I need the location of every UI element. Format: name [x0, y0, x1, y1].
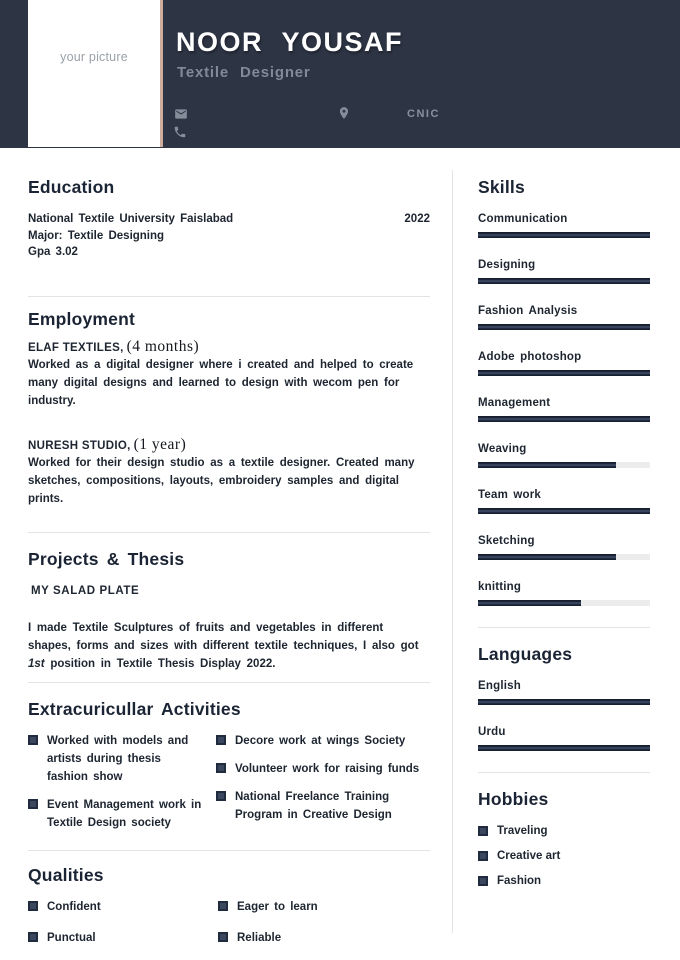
job-entry [28, 338, 430, 410]
skill-item [478, 581, 650, 606]
skill-bar-track [478, 462, 650, 468]
activity-item [28, 732, 206, 786]
project-description-pre: I made Textile Sculptures of fruits and vegetables in different shapes, forms and sizes with different textile techniques, I also got [28, 621, 419, 652]
quality-item [218, 929, 418, 947]
project-description-emphasis: 1st [28, 657, 45, 670]
square-bullet-icon [28, 932, 38, 942]
skill-item [478, 259, 650, 284]
activity-label: Decore work at wings Society [235, 734, 406, 747]
skill-bar-track [478, 600, 650, 606]
square-bullet-icon [28, 735, 38, 745]
education-year: 2022 [404, 213, 430, 225]
job-description: Worked as a digital designer where i created and helped to create many digital designs and learned to design with wecom pen for industry. [28, 358, 414, 407]
activity-item [28, 796, 206, 832]
skill-bar-fill [478, 232, 650, 238]
language-label: English [478, 680, 521, 692]
section-divider [478, 772, 650, 773]
skill-bar-fill [478, 508, 650, 514]
skill-bar-track [478, 508, 650, 514]
hobby-item [478, 875, 650, 887]
column-divider [452, 170, 453, 933]
language-bar-fill [478, 699, 650, 705]
square-bullet-icon [216, 791, 226, 801]
main-content [0, 148, 680, 944]
hobby-item [478, 850, 650, 862]
hobbies-list [478, 825, 650, 887]
quality-item [218, 898, 418, 916]
skills-heading: Skills [478, 177, 525, 197]
square-bullet-icon [216, 735, 226, 745]
education-major: Major: Textile Designing [28, 229, 165, 242]
job-duration: (4 months) [126, 337, 200, 355]
skill-bar-fill [478, 370, 650, 376]
skill-item [478, 443, 650, 468]
skill-bar-track [478, 324, 650, 330]
activity-label: National Freelance Training Program in Creative Design [235, 790, 392, 821]
square-bullet-icon [28, 799, 38, 809]
education-entry [28, 211, 430, 261]
language-item [478, 726, 650, 751]
location-pin-icon [337, 106, 351, 120]
skill-bar-track [478, 232, 650, 238]
skill-label: Team work [478, 489, 542, 501]
skill-label: Communication [478, 213, 568, 225]
quality-label: Punctual [47, 931, 96, 944]
left-column [28, 148, 430, 960]
job-duration: (1 year) [133, 435, 187, 453]
activity-item [216, 788, 430, 824]
project-title: MY SALAD PLATE [31, 584, 140, 597]
quality-label: Confident [47, 900, 101, 913]
phone-icon [173, 125, 187, 139]
skill-bar-fill [478, 324, 650, 330]
skill-item [478, 535, 650, 560]
skill-item [478, 397, 650, 422]
language-bar-fill [478, 745, 650, 751]
quality-label: Reliable [237, 931, 282, 944]
activities-heading: Extracuricullar Activities [28, 698, 241, 719]
project-description [28, 619, 430, 673]
projects-heading: Projects & Thesis [28, 548, 185, 569]
activity-item [216, 760, 430, 778]
education-school: National Textile University Faislabad [28, 213, 234, 225]
person-job-title: Textile Designer [177, 64, 311, 81]
project-description-post: position in Textile Thesis Display 2022. [44, 657, 276, 670]
section-divider [28, 850, 430, 851]
education-heading: Education [28, 177, 115, 197]
skill-label: Weaving [478, 443, 527, 455]
right-column [478, 148, 650, 900]
activity-item [216, 732, 430, 750]
square-bullet-icon [28, 901, 38, 911]
section-divider [28, 682, 430, 683]
hobbies-heading: Hobbies [478, 789, 549, 809]
photo-placeholder [28, 0, 160, 147]
education-gpa: Gpa 3.02 [28, 246, 78, 258]
skill-item [478, 305, 650, 330]
languages-heading: Languages [478, 644, 573, 664]
activity-label: Worked with models and artists during thesis fashion show [47, 734, 189, 783]
activity-label: Event Management work in Textile Design society [47, 798, 202, 829]
skill-item [478, 489, 650, 514]
skill-label: knitting [478, 581, 522, 593]
language-label: Urdu [478, 726, 506, 738]
hobby-label: Traveling [497, 825, 548, 837]
activity-label: Volunteer work for raising funds [235, 762, 420, 775]
skill-bar-fill [478, 462, 616, 468]
employment-heading: Employment [28, 308, 136, 329]
skill-label: Adobe photoshop [478, 351, 582, 363]
skill-label: Fashion Analysis [478, 305, 578, 317]
accent-line [160, 0, 163, 147]
quality-item [28, 898, 218, 916]
square-bullet-icon [478, 851, 488, 861]
language-item [478, 680, 650, 705]
skill-bar-fill [478, 600, 581, 606]
skill-bar-track [478, 370, 650, 376]
hobby-label: Creative art [497, 850, 561, 862]
job-description: Worked for their design studio as a textile designer. Created many sketches, compositions, layouts, embroidery samples and digital prints. [28, 456, 415, 505]
hobby-item [478, 825, 650, 837]
qualities-list [28, 898, 430, 960]
square-bullet-icon [216, 763, 226, 773]
skill-bar-fill [478, 278, 650, 284]
quality-item [28, 929, 218, 947]
square-bullet-icon [478, 826, 488, 836]
skill-bar-track [478, 554, 650, 560]
skill-bar-fill [478, 416, 650, 422]
person-name: NOOR YOUSAF [176, 27, 404, 57]
job-entry [28, 436, 430, 508]
skill-item [478, 213, 650, 238]
skill-item [478, 351, 650, 376]
section-divider [28, 296, 430, 297]
header [0, 0, 680, 148]
language-bar-track [478, 745, 650, 751]
section-divider [28, 532, 430, 533]
skill-label: Designing [478, 259, 536, 271]
skill-bar-track [478, 416, 650, 422]
skill-bar-fill [478, 554, 616, 560]
skill-label: Management [478, 397, 551, 409]
quality-label: Eager to learn [237, 900, 318, 913]
job-company: NURESH STUDIO, [28, 439, 131, 452]
qualities-heading: Qualities [28, 864, 104, 885]
language-bar-track [478, 699, 650, 705]
mail-icon [174, 107, 188, 121]
square-bullet-icon [478, 876, 488, 886]
job-company: ELAF TEXTILES, [28, 341, 124, 354]
skill-bar-track [478, 278, 650, 284]
square-bullet-icon [218, 901, 228, 911]
hobby-label: Fashion [497, 875, 542, 887]
cnic-label: CNIC [407, 108, 440, 120]
square-bullet-icon [218, 932, 228, 942]
activities-list [28, 732, 430, 842]
section-divider [478, 627, 650, 628]
skill-label: Sketching [478, 535, 535, 547]
photo-placeholder-label: your picture [60, 50, 128, 64]
